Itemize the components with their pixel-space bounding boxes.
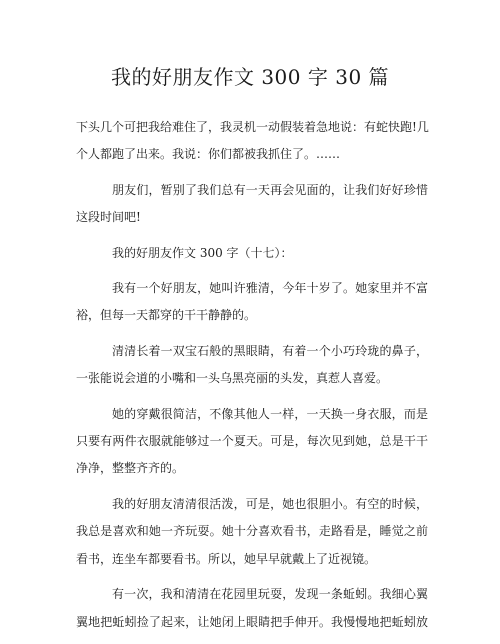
paragraph	[76, 491, 428, 573]
text-line: 她的穿戴很简洁，不像其他人一样，一天换一身衣服，而是	[112, 406, 428, 421]
text-line: 下头几个可把我给难住了，我灵机一动假装着急地说：有蛇快跑!几	[76, 120, 429, 134]
text-line: 一张能说会道的小嘴和一头乌黑亮丽的头发，真惹人喜爱。	[76, 371, 389, 386]
paragraph	[76, 240, 428, 267]
paragraph	[76, 338, 428, 393]
paragraph	[76, 177, 428, 232]
text-line: 清清长着一双宝石般的黑眼睛，有着一个小巧玲珑的鼻子，	[112, 343, 428, 358]
paragraph	[76, 275, 428, 330]
document-body	[76, 114, 428, 644]
text-line: 我总是喜欢和她一齐玩耍。她十分喜欢看书，走路看是，睡觉之前	[76, 524, 428, 539]
text-line: 我有一个好朋友，她叫许雅清，今年十岁了。她家里并不富	[112, 281, 428, 296]
text-line: 个人都跑了出来。我说：你们都被我抓住了。……	[76, 147, 341, 162]
paragraph	[76, 581, 428, 636]
text-line: 有一次，我和清清在花园里玩耍，发现一条蚯蚓。我细心翼	[112, 587, 428, 602]
text-line: 看书，连坐车都要看书。所以，她早早就戴上了近视镜。	[76, 551, 377, 566]
text-line: 这段时间吧!	[76, 210, 141, 225]
paragraph	[76, 114, 428, 169]
text-line: 我的好朋友清清很活泼，可是，她也很胆小。有空的时候，	[112, 496, 428, 511]
text-line: 净净，整整齐齐的。	[76, 461, 185, 476]
paragraph	[76, 401, 428, 483]
text-line: 只要有两件衣服就能够过一个夏天。可是，每次见到她，总是干干	[76, 434, 428, 449]
text-line: 朋友们，暂别了我们总有一天再会见面的，让我们好好珍惜	[112, 182, 428, 197]
text-line: 翼地把蚯蚓捡了起来，让她闭上眼睛把手伸开。我慢慢地把蚯蚓放	[76, 614, 428, 629]
text-line: 裕，但每一天都穿的干干静静的。	[76, 308, 257, 323]
text-line: 我的好朋友作文 300 字（十七）：	[112, 245, 293, 260]
document-title: 我的好朋友作文 300 字 30 篇	[110, 65, 390, 89]
